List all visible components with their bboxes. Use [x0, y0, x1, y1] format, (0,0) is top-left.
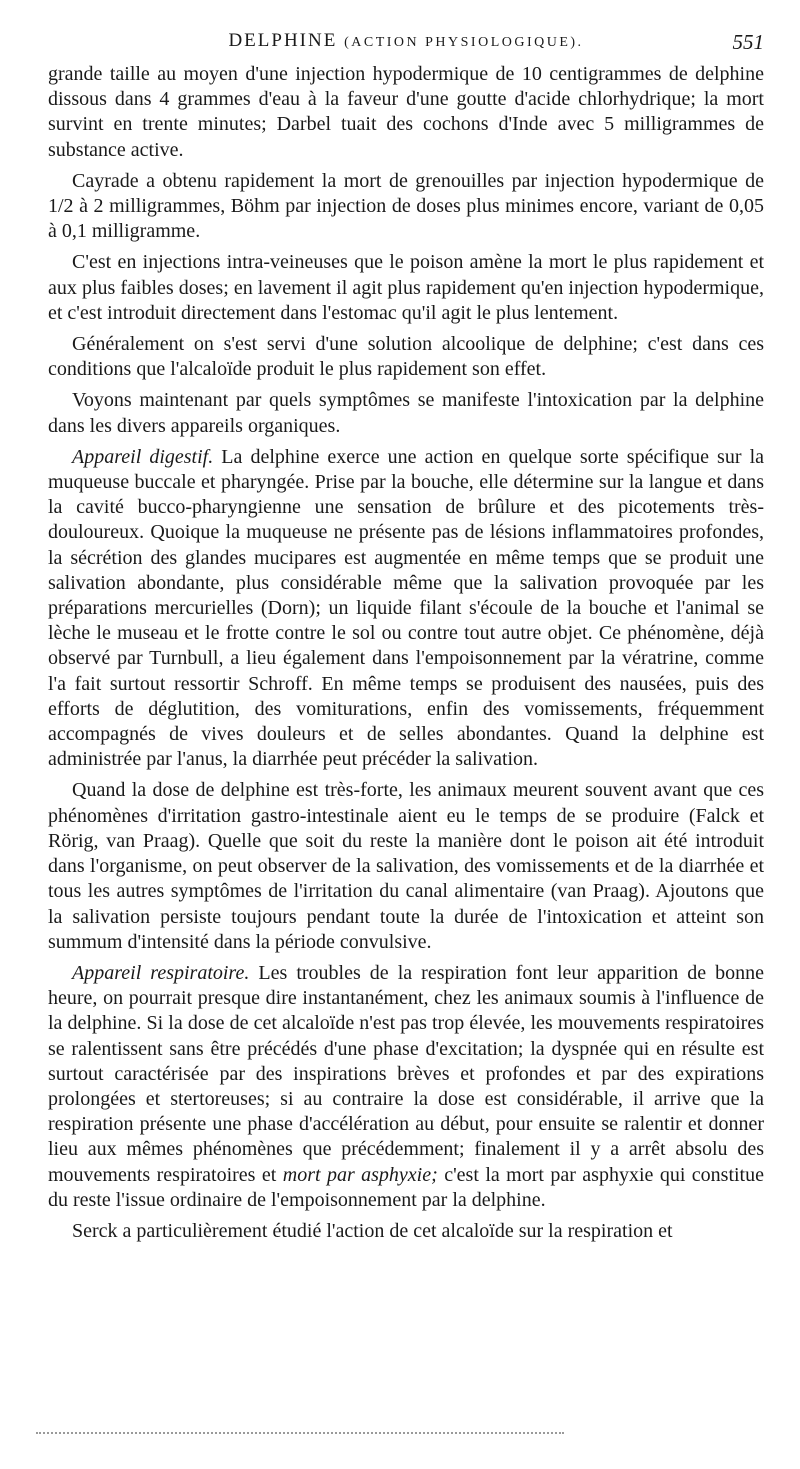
paragraph: [48, 169, 764, 245]
running-head: [48, 30, 764, 54]
paragraph: [48, 778, 764, 954]
paragraph-text: La delphine exerce une action en quelque sorte spécifique sur la muqueuse buccale et pharyngée. Prise par la bouche, elle détermine sur la langue et dans la cavité bucco-pharyngienne une sensation de brûlure et des picotements très-douloureux. Quoique la muqueuse ne présente pas de lésions inflammatoires profondes, la sécrétion des glandes mucipares est augmentée en même temps que se produit une salivation abondante, plus considérable même que la salivation provoquée par les préparations mercurielles (Dorn); un liquide filant s'écoule de la bouche et l'animal se lèche le museau et le frotte contre le sol ou contre tout autre objet. Ce phénomène, déjà observé par Turnbull, a lieu également dans l'empoisonnement par la vératrine, comme l'a fait surtout ressortir Schroff. En même temps se produisent des nausées, puis des efforts de déglutition, des vomiturations, enfin des vomissements, fréquemment accompagnés de vives douleurs et de selles abondantes. Quand la delphine est administrée par l'anus, la diarrhée peut précéder la salivation.: [48, 445, 765, 771]
running-title-sub: (ACTION PHYSIOLOGIQUE).: [344, 35, 584, 50]
footer-dotted-rule: [36, 1432, 564, 1434]
running-title-main: DELPHINE: [228, 30, 338, 51]
paragraph-text: Voyons maintenant par quels symptômes se manifeste l'intoxication par la delphine dans les divers appareils organiques.: [48, 389, 764, 437]
section-heading-digestive: Appareil digestif.: [72, 445, 214, 468]
paragraph-text-continued: c'est la mort par asphyxie qui constitue du reste l'issue ordinaire de l'empoisonnement par la delphine.: [48, 1163, 764, 1211]
body-text: [48, 62, 764, 1250]
running-title: [48, 30, 764, 52]
paragraph-text: grande taille au moyen d'une injection hypodermique de 10 centigrammes de delphine dissous dans 4 grammes d'eau à la faveur d'une goutte d'acide chlorhydrique; la mort survint en trente minutes; Darbel tuait des cochons d'Inde avec 5 milligrammes de substance active.: [48, 63, 764, 161]
paragraph: [48, 332, 764, 382]
paragraph: [48, 250, 764, 326]
paragraph-text: Quand la dose de delphine est très-forte, les animaux meurent souvent avant que ces phénomènes d'irritation gastro-intestinale aient eu le temps de se produire (Falck et Rörig, van Praag). Quelle que soit du reste la manière dont le poison ait été introduit dans l'organisme, on peut observer de la salivation, des vomissements et de la diarrhée et tous les autres symptômes de l'irritation du canal alimentaire (van Praag). Ajoutons que la salivation persiste toujours pendant toute la durée de l'intoxication et atteint son summum d'intensité dans la période convulsive.: [48, 779, 764, 953]
emphasized-phrase: mort par asphyxie;: [282, 1163, 438, 1186]
page-number: 551: [732, 30, 764, 54]
paragraph-text: Généralement on s'est servi d'une solution alcoolique de delphine; c'est dans ces conditions que l'alcaloïde produit le plus rapidement son effet.: [48, 333, 764, 381]
paragraph-text: C'est en injections intra-veineuses que le poison amène la mort le plus rapidement et aux plus faibles doses; en lavement il agit plus rapidement qu'en injection hypodermique, et c'est introduit directement dans l'estomac qu'il agit le plus lentement.: [48, 251, 764, 324]
paragraph-digestive: [48, 445, 764, 773]
paragraph-text: Serck a particulièrement étudié l'action de cet alcaloïde sur la respiration et: [72, 1219, 673, 1242]
paragraph: [48, 388, 764, 438]
paragraph-text: Cayrade a obtenu rapidement la mort de grenouilles par injection hypodermique de 1/2 à 2 milligrammes, Böhm par injection de doses plus minimes encore, variant de 0,05 à 0,1 milligramme.: [48, 169, 764, 243]
paragraph-respiratory: [48, 961, 764, 1213]
paragraph: [48, 1219, 764, 1244]
paragraph-text: Les troubles de la respiration font leur apparition de bonne heure, on pourrait presque dire instantanément, chez les animaux soumis à l'influence de la delphine. Si la dose de cet alcaloïde n'est pas trop élevée, les mouvements respiratoires se ralentissent sans être précédés d'une phase d'excitation; la dyspnée qui en résulte est surtout caractérisée par des inspirations brèves et profondes et par des expirations prolongées et stertoreuses; si au contraire la dose est considérable, il arrive que la respiration présente une phase d'accélération au début, pour ensuite se ralentir et donner lieu aux mêmes phénomènes que précédemment; finalement il y a arrêt absolu des mouvements respiratoires et: [48, 961, 765, 1186]
paragraph: [48, 62, 764, 163]
section-heading-respiratory: Appareil respiratoire.: [72, 961, 250, 984]
